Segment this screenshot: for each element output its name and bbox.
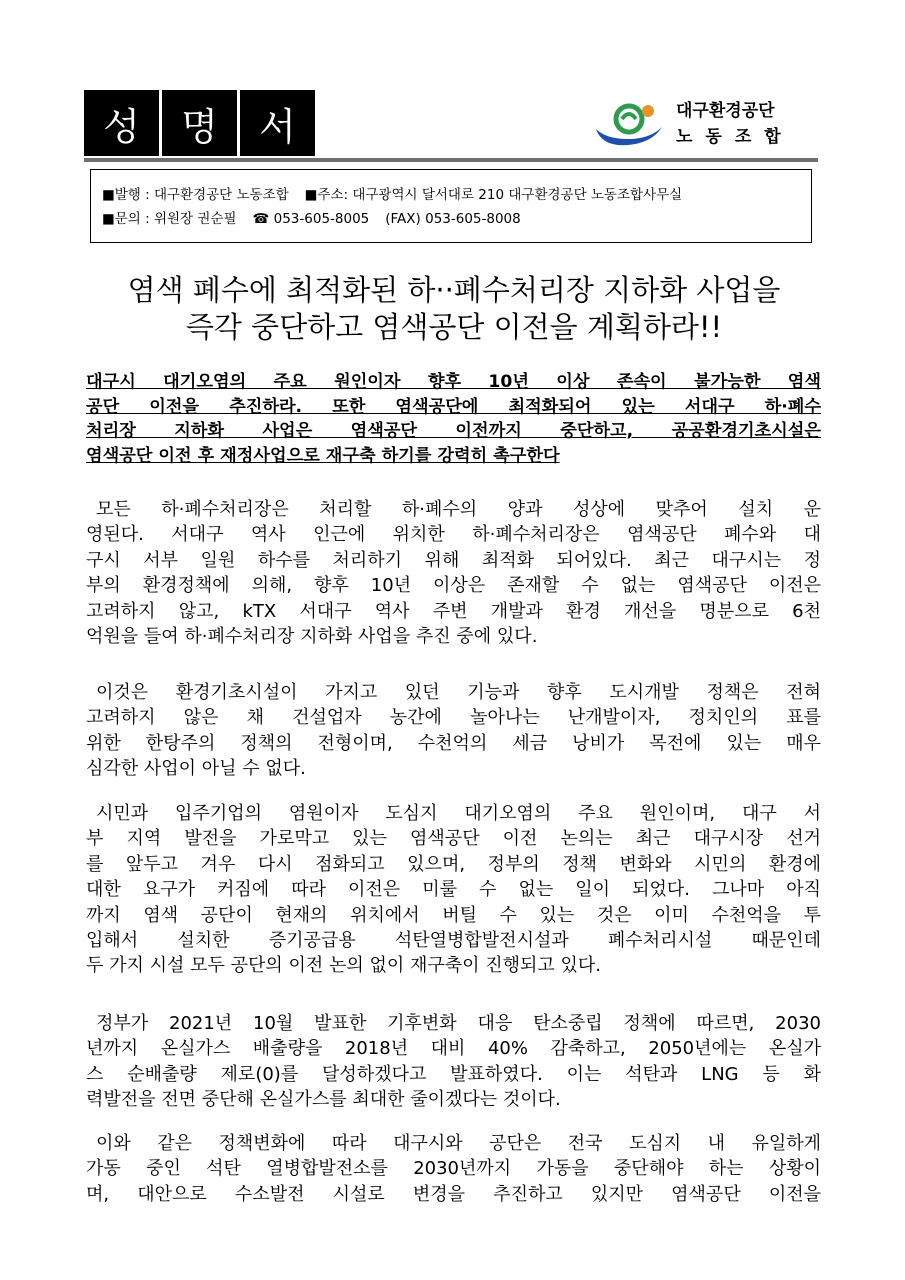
paragraph-line: 구시 서부 일원 하수를 처리하기 위해 최적화 되어있다. 최근 대구시는 정: [86, 549, 821, 571]
paragraph-line: 를 앞두고 겨우 다시 점화되고 있으며, 정부의 정책 변화와 시민의 환경에: [86, 853, 821, 875]
header-divider: [84, 158, 818, 162]
paragraph-line: 영된다. 서대구 역사 인근에 위치한 하·폐수처리장은 염색공단 폐수와 대: [86, 524, 821, 546]
union-emblem-icon: [592, 99, 666, 149]
paragraph-line: 고려하지 않은 채 건설업자 농간에 놀아나는 난개발이자, 정치인의 표를: [86, 707, 821, 729]
headline-line-2: 즉각 중단하고 염색공단 이전을 계획하라!!: [185, 310, 723, 344]
title-char-2: 명: [162, 90, 237, 156]
fax-text: (FAX) 053-605-8008: [385, 211, 521, 227]
body-paragraph-4: [86, 1011, 821, 1113]
address-text: ■주소: 대구광역시 달서대로 210 대구환경공단 노동조합사무실: [304, 187, 683, 203]
summary-line: 대구시 대기오염의 주요 원인이자 향후 10년 이상 존속이 불가능한 염색: [86, 372, 821, 392]
summary-line: 염색공단 이전 후 재정사업으로 재구축 하기를 강력히 촉구한다: [86, 445, 560, 466]
paragraph-line: 시민과 입주기업의 염원이자 도심지 대기오염의 주요 원인이며, 대구 서: [96, 803, 821, 824]
paragraph-line: 며, 대안으로 수소발전 시설로 변경을 추진하고 있지만 염색공단 이전을: [86, 1183, 821, 1205]
info-line-2: [102, 207, 811, 231]
paragraph-line: 까지 염색 공단이 현재의 위치에서 버틸 수 있는 것은 이미 수천억을 투: [86, 904, 821, 926]
headline: [84, 272, 824, 346]
summary-statement: [86, 370, 821, 468]
contact-text: ■문의 : 위원장 권순필: [102, 211, 237, 227]
paragraph-line: 부 지역 발전을 가로막고 있는 염색공단 이전 논의는 최근 대구시장 선거: [86, 828, 821, 850]
paragraph-line: 심각한 사업이 아닐 수 없다.: [86, 758, 306, 780]
paragraph-line: 이것은 환경기초시설이 가지고 있던 기능과 향후 도시개발 정책은 전혀: [96, 682, 821, 703]
paragraph-line: 고려하지 않고, kTX 서대구 역사 주변 개발과 환경 개선을 명분으로 6천: [86, 600, 821, 622]
summary-line: 공단 이전을 추진하라. 또한 염색공단에 최적화되어 있는 서대구 하·폐수: [86, 396, 821, 417]
body-paragraph-3: [86, 801, 821, 979]
paragraph-line: 위한 한탕주의 정책의 전형이며, 수천억의 세금 낭비가 목전에 있는 매우: [86, 732, 821, 754]
paragraph-line: 가동 중인 석탄 열병합발전소를 2030년까지 가동을 중단해야 하는 상황이: [86, 1158, 821, 1180]
info-line-1: [102, 183, 811, 207]
paragraph-line: 력발전을 전면 중단해 온실가스를 최대한 줄이겠다는 것이다.: [86, 1089, 561, 1111]
paragraph-line: 스 순배출량 제로(0)를 달성하겠다고 발표하였다. 이는 석탄과 LNG 등 화: [86, 1063, 821, 1085]
body-paragraph-5: [86, 1131, 821, 1207]
paragraph-line: 년까지 온실가스 배출량을 2018년 대비 40% 감축하고, 2050년에는 온실가: [86, 1038, 821, 1060]
publisher-text: ■발행 : 대구환경공단 노동조합: [102, 187, 289, 203]
document-title: [84, 90, 315, 156]
headline-line-1: 염색 폐수에 최적화된 하··폐수처리장 지하화 사업을: [127, 273, 781, 307]
title-char-1: 성: [84, 90, 159, 156]
logo-text: [676, 98, 794, 150]
paragraph-line: 입해서 설치한 증기공급용 석탄열병합발전시설과 폐수처리시설 때문인데: [86, 930, 821, 952]
title-char-3: 서: [240, 90, 315, 156]
phone-text: ☎ 053-605-8005: [252, 211, 370, 227]
paragraph-line: 대한 요구가 커짐에 따라 이전은 미룰 수 없는 일이 되었다. 그나마 아직: [86, 879, 821, 901]
body-paragraph-1: [86, 497, 821, 649]
paragraph-line: 두 가지 시설 모두 공단의 이전 논의 없이 재구축이 진행되고 있다.: [86, 955, 602, 977]
paragraph-line: 모든 하·폐수처리장은 처리할 하·폐수의 양과 성상에 맞추어 설치 운: [96, 499, 821, 520]
logo-org-name: 대구환경공단: [676, 101, 775, 121]
logo-union-name: 노동조합: [676, 127, 794, 147]
paragraph-line: 부의 환경정책에 의해, 향후 10년 이상은 존재할 수 없는 염색공단 이전은: [86, 575, 821, 597]
paragraph-line: 이와 같은 정책변화에 따라 대구시와 공단은 전국 도심지 내 유일하게: [96, 1133, 821, 1154]
union-logo: [592, 98, 794, 150]
paragraph-line: 억원을 들여 하·폐수처리장 지하화 사업을 추진 중에 있다.: [86, 626, 538, 648]
paragraph-line: 정부가 2021년 10월 발표한 기후변화 대응 탄소중립 정책에 따르면, 2030: [96, 1013, 821, 1034]
info-box: [90, 169, 812, 243]
summary-line: 처리장 지하화 사업은 염색공단 이전까지 중단하고, 공공환경기초시설은: [86, 421, 821, 441]
body-paragraph-2: [86, 680, 821, 782]
